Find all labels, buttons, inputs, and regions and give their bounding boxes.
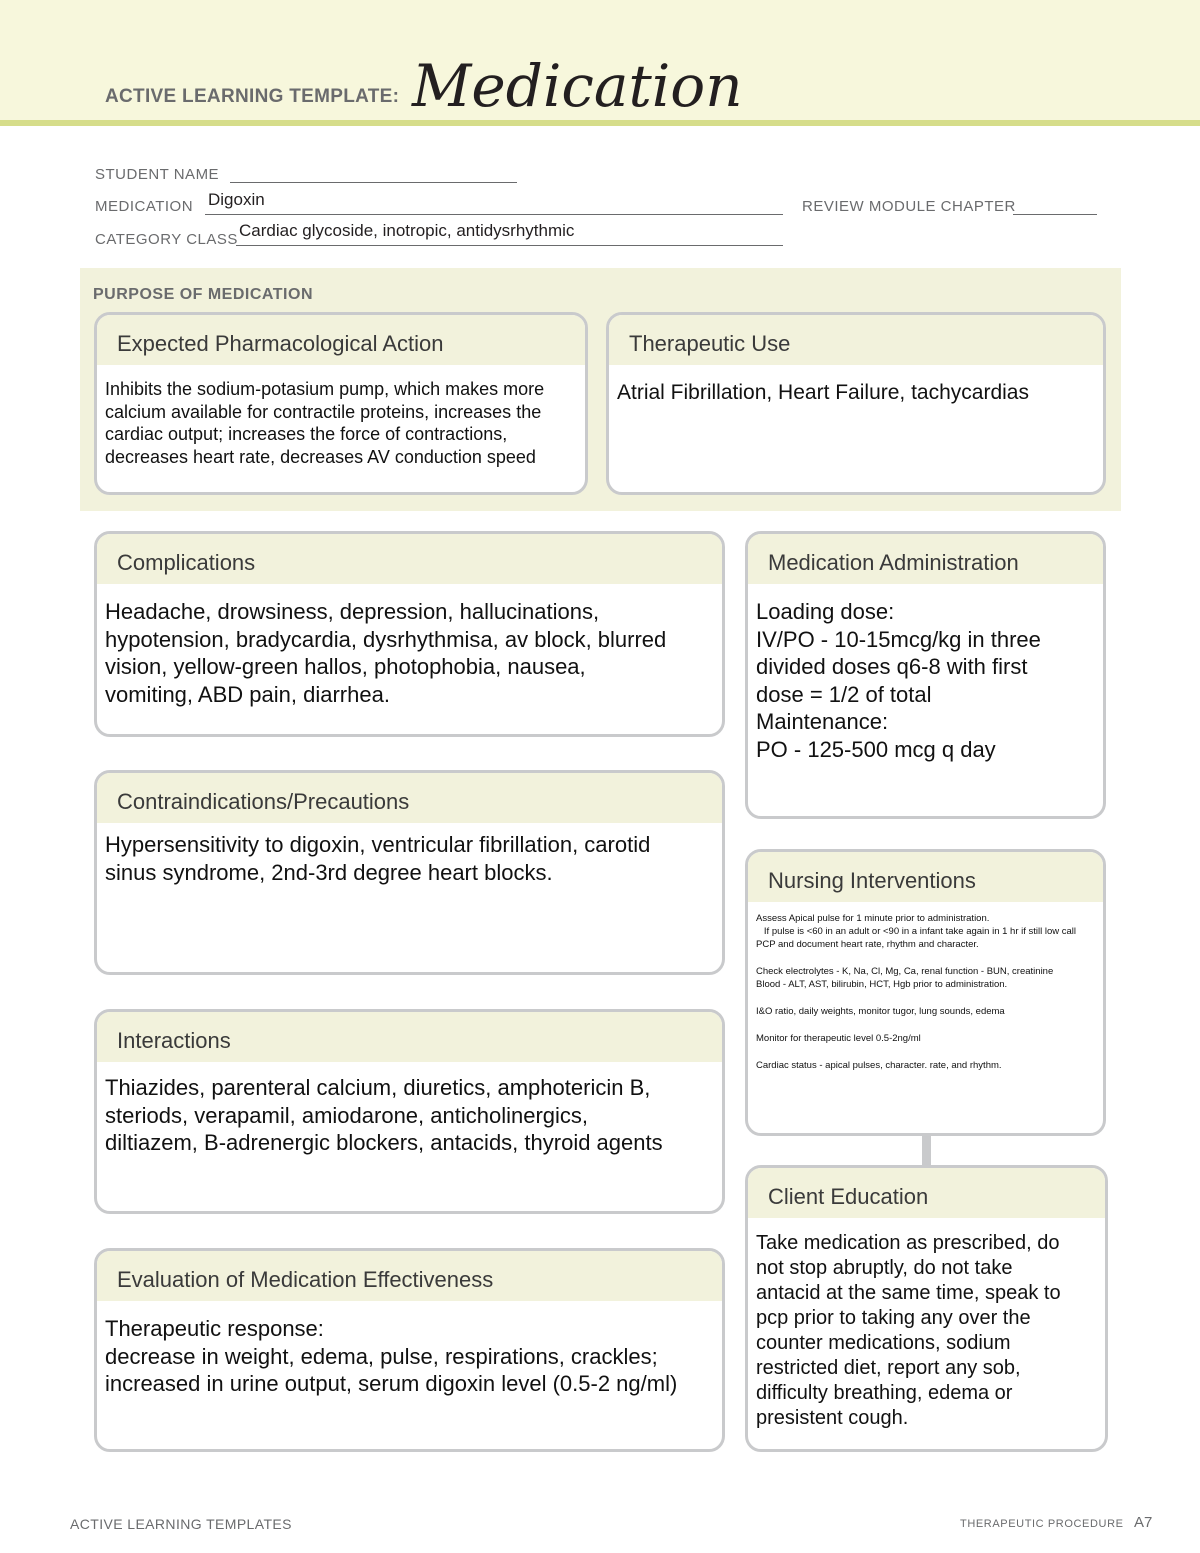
text-line: decreases heart rate, decreases AV conduction speed xyxy=(105,446,536,467)
footer-left: ACTIVE LEARNING TEMPLATES xyxy=(70,1516,292,1532)
evaluation-title: Evaluation of Medication Effectiveness xyxy=(97,1251,722,1301)
interactions-box xyxy=(94,1009,725,1214)
expected-action-box xyxy=(94,312,588,495)
text-line: decrease in weight, edema, pulse, respirations, crackles; xyxy=(105,1343,658,1369)
interactions-title: Interactions xyxy=(97,1012,722,1062)
text-line: presistent cough. xyxy=(756,1407,909,1429)
medication-administration-box xyxy=(745,531,1106,819)
text-line: antacid at the same time, speak to xyxy=(756,1282,1061,1304)
contraindications-title: Contraindications/Precautions xyxy=(97,773,722,823)
footer-page-number: A7 xyxy=(1134,1514,1153,1531)
text-line: Loading dose: xyxy=(756,599,895,624)
complications-title: Complications xyxy=(97,534,722,584)
text-line: IV/PO - 10-15mcg/kg in three xyxy=(756,626,1041,652)
text-line: counter medications, sodium xyxy=(756,1332,1011,1354)
text-line: sinus syndrome, 2nd-3rd degree heart blocks. xyxy=(105,859,553,885)
nursing-interventions-box xyxy=(745,849,1106,1136)
text-line: Inhibits the sodium-potasium pump, which makes more xyxy=(105,379,545,399)
therapeutic-use-body[interactable] xyxy=(609,365,1103,406)
text-line: diltiazem, B-adrenergic blockers, antacids, thyroid agents xyxy=(105,1130,663,1155)
text-line: hypotension, bradycardia, dysrhythmisa, av block, blurred xyxy=(105,626,667,652)
text-line: Hypersensitivity to digoxin, ventricular fibrillation, carotid xyxy=(105,832,651,857)
text-line: steriods, verapamil, amiodarone, anticholinergics, xyxy=(105,1102,589,1128)
contraindications-body[interactable] xyxy=(97,823,722,886)
text-line: calcium available for contractile proteins, increases the xyxy=(105,401,542,422)
interactions-body[interactable] xyxy=(97,1062,722,1157)
header-rule xyxy=(0,120,1200,126)
evaluation-body[interactable] xyxy=(97,1301,722,1398)
text-line: vision, yellow-green hallos, photophobia, nausea, xyxy=(105,654,586,679)
evaluation-box xyxy=(94,1248,725,1452)
footer-right: THERAPEUTIC PROCEDURE xyxy=(960,1518,1124,1530)
text-line: cardiac output; increases the force of contractions, xyxy=(105,424,508,444)
intervention-item: Monitor for therapeutic level 0.5-2ng/ml xyxy=(756,1033,921,1044)
complications-box xyxy=(94,531,725,737)
intervention-item: Cardiac status - apical pulses, character. rate, and rhythm. xyxy=(756,1060,1002,1071)
intervention-item: Assess Apical pulse for 1 minute prior to administration. xyxy=(756,913,990,924)
template-label: ACTIVE LEARNING TEMPLATE: xyxy=(105,86,400,107)
medication-administration-body[interactable] xyxy=(748,584,1103,763)
intervention-item: Blood - ALT, AST, bilirubin, HCT, Hgb prior to administration. xyxy=(756,979,1008,990)
intervention-item: Check electrolytes - K, Na, Cl, Mg, Ca, renal function - BUN, creatinine xyxy=(756,966,1054,977)
nursing-interventions-title: Nursing Interventions xyxy=(748,852,1103,902)
text-line: Therapeutic response: xyxy=(105,1316,324,1341)
purpose-label: PURPOSE OF MEDICATION xyxy=(93,286,313,303)
text-line: Maintenance: xyxy=(756,709,889,734)
category-class-line xyxy=(236,245,783,246)
nursing-interventions-body[interactable] xyxy=(748,902,1103,1072)
text-line: dose = 1/2 of total xyxy=(756,681,932,707)
text-line: Atrial Fibrillation, Heart Failure, tachycardias xyxy=(617,381,1029,404)
text-line: not stop abruptly, do not take xyxy=(756,1257,1013,1279)
expected-action-title: Expected Pharmacological Action xyxy=(97,315,585,365)
medication-value[interactable]: Digoxin xyxy=(208,190,265,209)
text-line: vomiting, ABD pain, diarrhea. xyxy=(105,681,390,707)
text-line: PO - 125-500 mcg q day xyxy=(756,736,996,762)
connector-bar xyxy=(922,1133,931,1167)
category-class-value[interactable]: Cardiac glycoside, inotropic, antidysrhythmic xyxy=(239,221,575,240)
medication-line xyxy=(205,214,783,215)
medication-label: MEDICATION xyxy=(95,198,194,215)
student-name-label: STUDENT NAME xyxy=(95,166,220,183)
client-education-title: Client Education xyxy=(748,1168,1105,1218)
text-line: difficulty breathing, edema or xyxy=(756,1382,1013,1404)
review-module-label: REVIEW MODULE CHAPTER xyxy=(802,198,1016,215)
review-module-line xyxy=(1013,214,1097,215)
text-line: increased in urine output, serum digoxin level (0.5-2 ng/ml) xyxy=(105,1371,678,1396)
student-name-line xyxy=(230,182,517,183)
text-line: Headache, drowsiness, depression, hallucinations, xyxy=(105,599,600,624)
intervention-item: I&O ratio, daily weights, monitor tugor, lung sounds, edema xyxy=(756,1006,1005,1017)
text-line: Thiazides, parenteral calcium, diuretics, amphotericin B, xyxy=(105,1075,651,1100)
text-line: divided doses q6-8 with first xyxy=(756,654,1028,679)
intervention-item: If pulse is <60 in an adult or <90 in a infant take again in 1 hr if still low call PCP and document heart rate, rhythm and character. xyxy=(756,926,1079,950)
therapeutic-use-title: Therapeutic Use xyxy=(609,315,1103,365)
template-title: Medication xyxy=(412,52,743,120)
medication-administration-title: Medication Administration xyxy=(748,534,1103,584)
text-line: Take medication as prescribed, do xyxy=(756,1232,1060,1254)
complications-body[interactable] xyxy=(97,584,722,708)
client-education-body[interactable] xyxy=(748,1218,1105,1431)
text-line: pcp prior to taking any over the xyxy=(756,1307,1031,1329)
therapeutic-use-box xyxy=(606,312,1106,495)
contraindications-box xyxy=(94,770,725,975)
expected-action-body[interactable] xyxy=(97,365,585,468)
text-line: restricted diet, report any sob, xyxy=(756,1357,1021,1379)
client-education-box xyxy=(745,1165,1108,1452)
category-class-label: CATEGORY CLASS xyxy=(95,231,238,248)
